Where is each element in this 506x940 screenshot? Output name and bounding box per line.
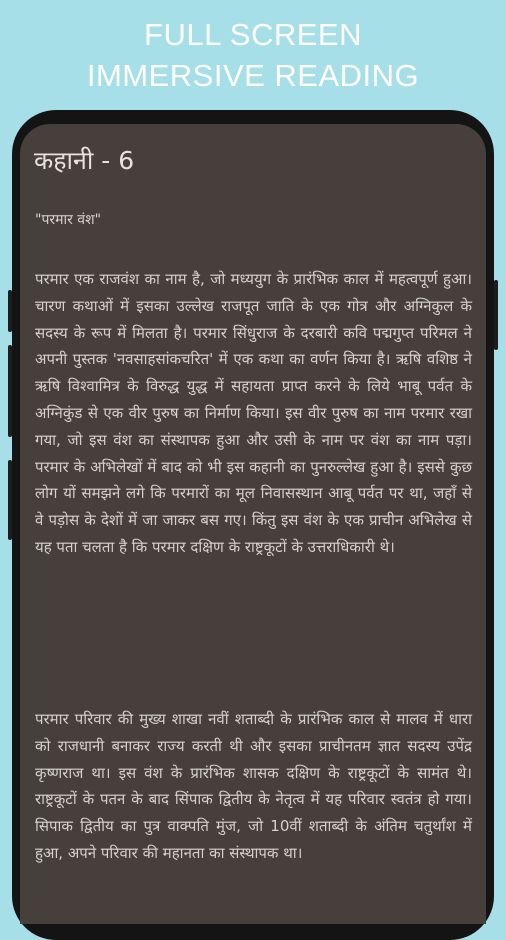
phone-side-button xyxy=(8,290,12,332)
story-paragraph: परमार एक राजवंश का नाम है, जो मध्ययुग के प्रारंभिक काल में महत्वपूर्ण हुआ। चारण कथाओं में इसका उल्लेख राजपूत जाति के एक गोत्र और अग्निकुल के सदस्य के रूप में मिलता है। परमार सिंधुराज के दरबारी कवि पद्मगुप्त परिमल ने अपनी पुस्तक 'नवसाहसांकचरित' में एक कथा का वर्णन किया है। ऋषि वशिष्ठ ने ऋषि विश्वामित्र के विरुद्ध युद्ध में सहायता प्राप्त करने के लिये भाबू पर्वत के अग्निकुंड से एक वीर पुरुष का निर्माण किया। इस वीर पुरुष का नाम परमार रखा गया, जो इस वंश का संस्थापक हुआ और उसी के नाम पर वंश का नाम पड़ा। परमार के अभिलेखों में बाद को भी इस कहानी का पुनरुल्लेख हुआ है। इससे कुछ लोग यों समझने लगे कि परमारों का मूल निवासस्थान आबू पर्वत पर था, जहाँ से वे पड़ोस के देशों में जा जाकर बस गए। किंतु इस वंश के एक प्राचीन अभिलेख से यह पता चलता है कि परमार दक्षिण के राष्ट्रकूटों के उत्तराधिकारी थे। xyxy=(35,270,472,556)
chapter-subtitle: "परमार वंश" xyxy=(35,212,102,228)
phone-volume-button xyxy=(8,460,12,540)
promo-header xyxy=(0,14,506,96)
promo-line-1: FULL SCREEN xyxy=(144,17,362,52)
phone-power-button xyxy=(494,280,498,350)
chapter-title: कहानी - 6 xyxy=(34,146,135,175)
story-paragraph: परमार परिवार की मुख्य शाखा नवीं शताब्दी के प्रारंभिक काल से मालव में धारा को राजधानी बनाकर राज्य करती थी और इसका प्राचीनतम ज्ञात सदस्य उपेंद्र कृष्णराज था। इस वंश के प्रारंभिक शासक दक्षिण के राष्ट्रकूटों के सामंत थे। राष्ट्रकूटों के पतन के बाद सिंपाक द्वितीय के नेतृत्व में यह परिवार स्वतंत्र हो गया। सिपाक द्वितीय का पुत्र वाक्पति मुंज, जो 10वीं शताब्दी के अंतिम चतुर्थांश में हुआ, अपने परिवार की महानता का संस्थापक था। xyxy=(35,710,472,862)
promo-line-2: IMMERSIVE READING xyxy=(86,58,420,93)
phone-volume-button xyxy=(8,345,12,437)
reader-screen[interactable] xyxy=(20,124,486,924)
